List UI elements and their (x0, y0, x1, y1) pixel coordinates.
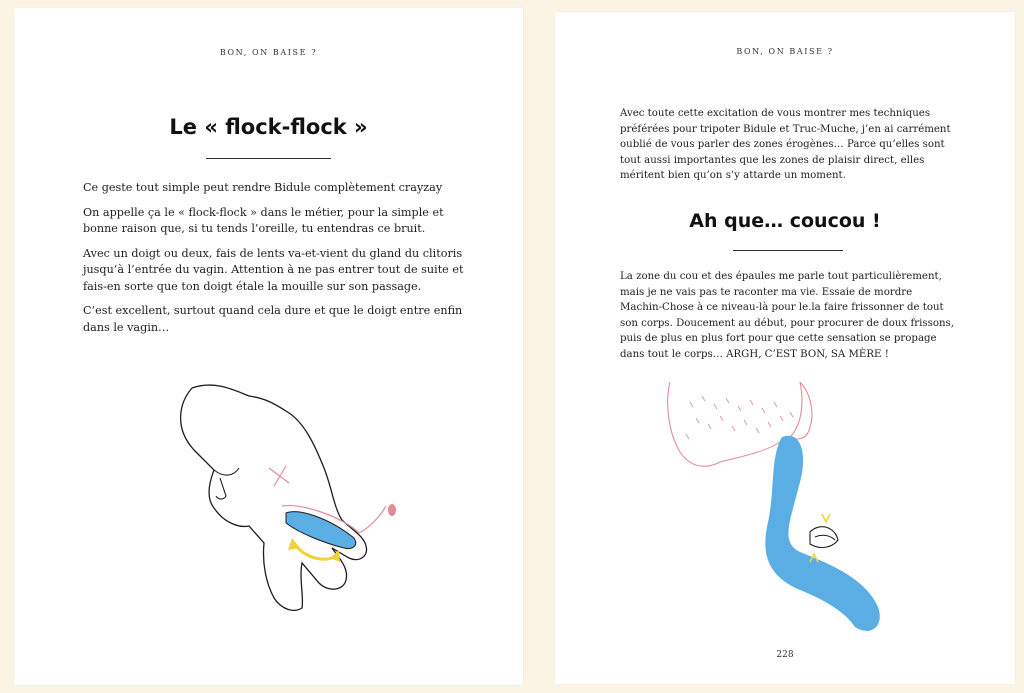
section-title: Ah que… coucou ! (689, 210, 881, 232)
hand-illustration (154, 358, 414, 628)
chapter-title: Le « flock-flock » (169, 115, 368, 139)
running-head: BON, ON BAISE ? (736, 47, 834, 56)
page-number: 228 (776, 650, 794, 660)
right-page (555, 12, 1015, 684)
running-head: BON, ON BAISE ? (219, 48, 318, 57)
intro-text (620, 106, 957, 192)
title-divider (206, 158, 331, 159)
body-text (83, 180, 473, 344)
title-divider (733, 250, 843, 251)
body-text (620, 269, 957, 370)
paragraph: Avec toute cette excitation de vous montrer mes techniques préférées pour tripoter Bidule et Truc-Muche, j’en ai carrément oublié de vous parler des zones érogènes… Parce qu’elles sont tout aussi importantes que les zones de plaisir direct, elles méritent bien qu’on s’y attarde un moment. (620, 108, 951, 181)
paragraph: C’est excellent, surtout quand cela dure et que le doigt entre enfin dans le vagin… (83, 304, 463, 334)
left-page (14, 8, 523, 685)
neck-illustration (650, 382, 910, 642)
paragraph: La zone du cou et des épaules me parle tout particulièrement, mais je ne vais pas te raconter ma vie. Essaie de mordre Machin-Chose à ce niveau-là pour le.la faire frissonner de tout son corps. Doucement au début, pour procurer de doux frissons, puis de plus en plus fort pour que cette sensation se propage dans tout le corps… ARGH, C’EST BON, SA MÈRE ! (620, 271, 954, 360)
paragraph: Ce geste tout simple peut rendre Bidule complètement crayzay (83, 181, 443, 194)
paragraph: On appelle ça le « flock-flock » dans le métier, pour la simple et bonne raison que, si tu tends l’oreille, tu entendras ce bruit. (83, 205, 444, 235)
paragraph: Avec un doigt ou deux, fais de lents va-et-vient du gland du clitoris jusqu’à l’entrée du vagin. Attention à ne pas entrer tout de suite et fais-en sorte que ton doigt étale la mouille sur son passage. (83, 246, 464, 293)
